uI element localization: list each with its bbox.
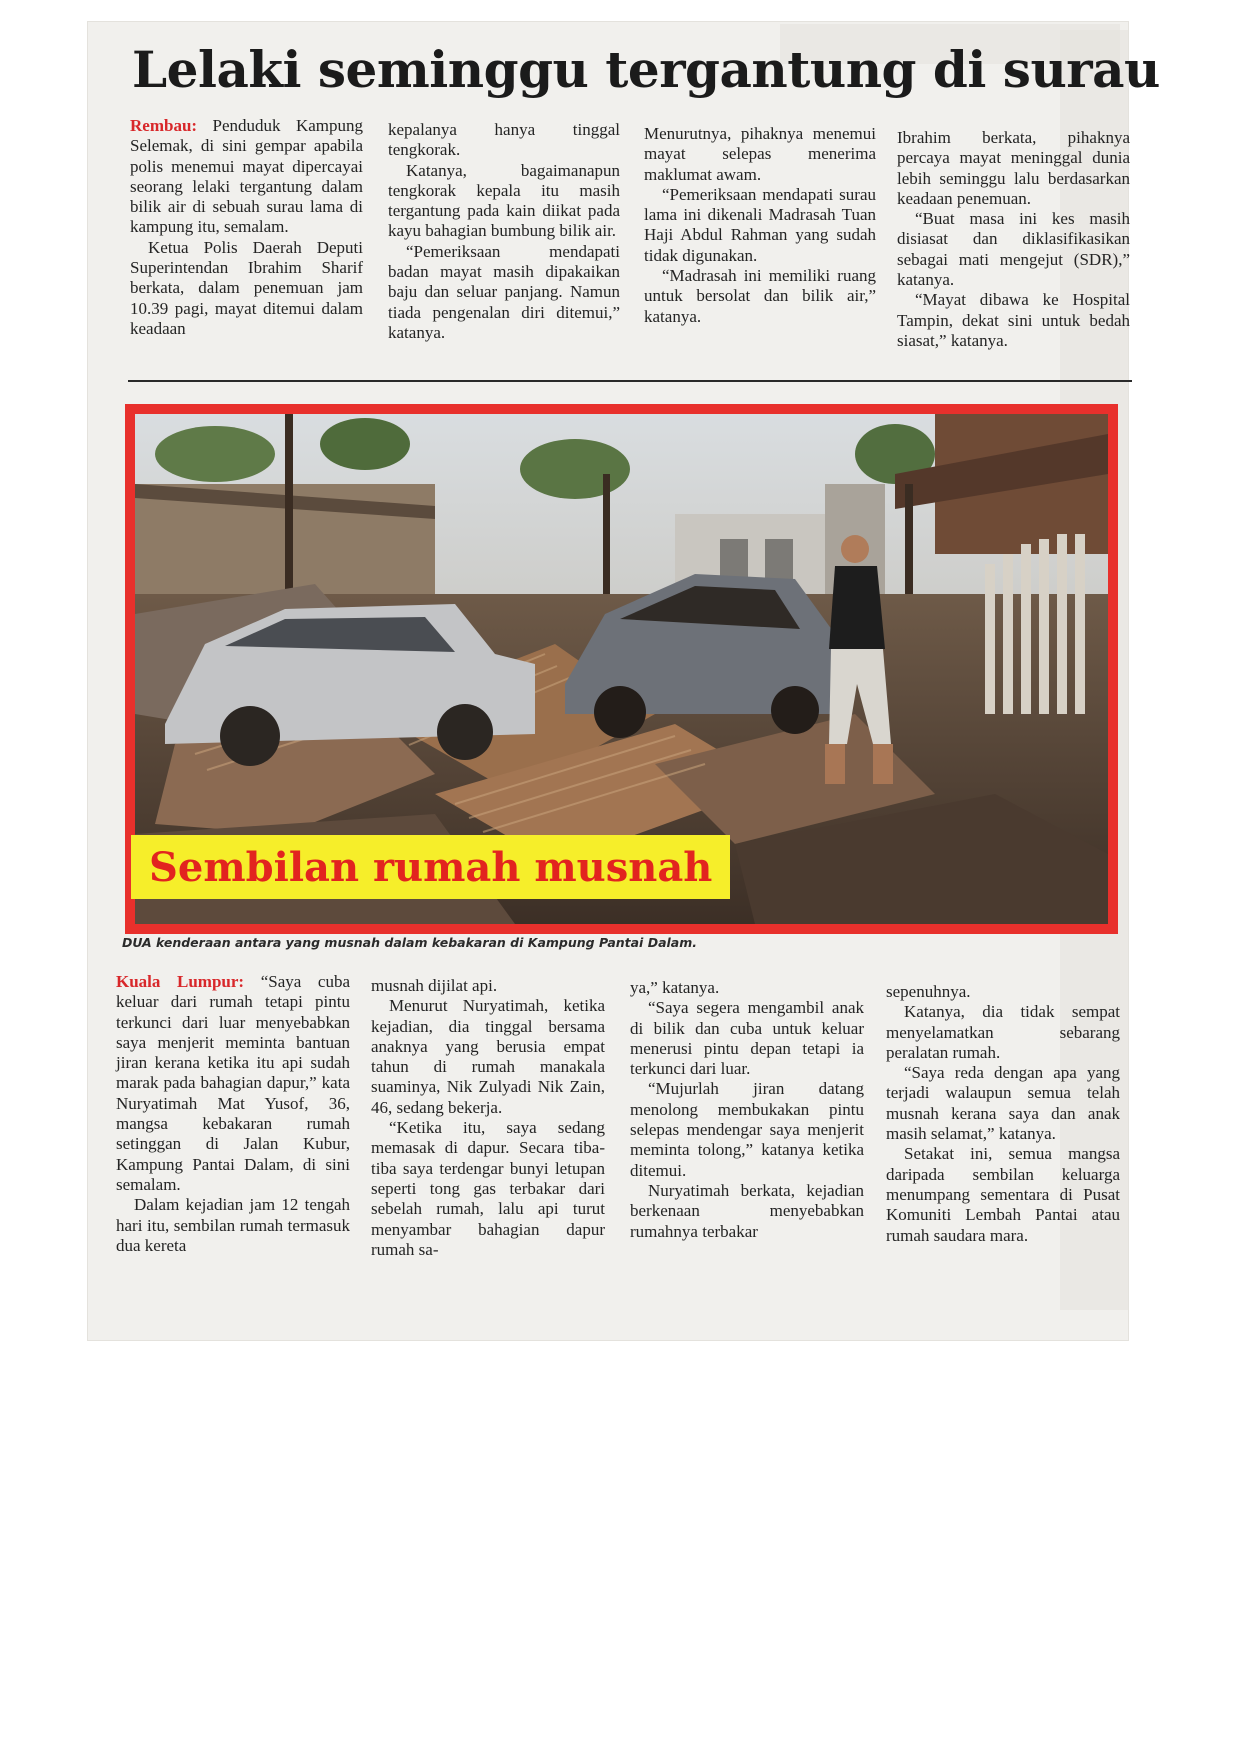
article2-col-1 bbox=[116, 972, 350, 1256]
article2-col-2 bbox=[371, 976, 605, 1260]
article1-col2-lead: kepalanya hanya tinggal tengkorak. bbox=[388, 120, 620, 160]
article1-col3-para-1: “Pemeriksaan mendapati surau lama ini dikenali Madrasah Tuan Haji Abdul Rahman yang sudah tidak digunakan. bbox=[644, 184, 876, 265]
article2-col2-para-2: “Ketika itu, saya sedang memasak di dapur. Secara tiba-tiba saya terdengar bunyi letupan seperti tong gas terbakar dari sebelah rumah, lalu api turut menyambar bahagian dapur rumah sa- bbox=[371, 1118, 605, 1259]
article1-col4-lead: Ibrahim berkata, pihaknya percaya mayat meninggal dunia lebih seminggu lalu berdasarkan keadaan penemuan. bbox=[897, 128, 1130, 208]
article2-col3-para-2: “Mujurlah jiran datang menolong membukakan pintu selepas mendengar saya menjerit meminta tolong,” katanya ketika ditemui. bbox=[630, 1079, 864, 1180]
article2-col1-para-1: Dalam kejadian jam 12 tengah hari itu, sembilan rumah termasuk dua kereta bbox=[116, 1195, 350, 1255]
article2-dateline: Kuala Lumpur: bbox=[116, 972, 245, 991]
article2-col4-para-3: Setakat ini, semua mangsa daripada sembilan keluarga menumpang sementara di Pusat Komuniti Lembah Pantai atau rumah saudara mara. bbox=[886, 1144, 1120, 1245]
article2-col1-lead: “Saya cuba keluar dari rumah tetapi pintu terkunci dari luar menyebabkan saya menjerit meminta bantuan jiran kerana ketika itu api sudah marak pada bahagian dapur,” kata Nuryatimah Mat Yusof, 36, mangsa kebakaran rumah setinggan di Jalan Kubur, Kampung Pantai Dalam, di sini semalam. bbox=[116, 972, 350, 1194]
photo-caption: DUA kenderaan antara yang musnah dalam kebakaran di Kampung Pantai Dalam. bbox=[122, 935, 697, 950]
article1-col2-para-1: Katanya, bagaimanapun tengkorak kepala itu masih tergantung pada kain diikat pada kayu bahagian bumbung bilik air. bbox=[388, 160, 620, 241]
article2-col4-para-2: “Saya reda dengan apa yang terjadi walaupun semua telah musnah kerana saya dan anak masih selamat,” katanya. bbox=[886, 1063, 1120, 1144]
article1-col3-para-2: “Madrasah ini memiliki ruang untuk bersolat dan bilik air,” katanya. bbox=[644, 266, 876, 326]
article2-col-3 bbox=[630, 978, 864, 1242]
article2-col2-lead: musnah dijilat api. bbox=[371, 976, 498, 995]
article2-col3-lead: ya,” katanya. bbox=[630, 978, 720, 997]
article1-col4-para-1: “Buat masa ini kes masih disiasat dan diklasifikasikan sebagai mati mengejut (SDR),” katanya. bbox=[897, 209, 1130, 290]
article1-col-1 bbox=[130, 116, 363, 339]
article1-col-3 bbox=[644, 124, 876, 327]
article2-col4-para-1: Katanya, dia tidak sempat menyelamatkan sebarang peralatan rumah. bbox=[886, 1002, 1120, 1062]
article2-col2-para-1: Menurut Nuryatimah, ketika kejadian, dia tinggal bersama anaknya yang berusia empat tahun di rumah manakala suaminya, Nik Zulyadi Nik Zain, 46, sedang bekerja. bbox=[371, 996, 605, 1117]
article1-col3-lead: Menurutnya, pihaknya menemui mayat selepas menerima maklumat awam. bbox=[644, 124, 876, 184]
article1-dateline: Rembau: bbox=[130, 116, 198, 135]
article2-headline: Sembilan rumah musnah bbox=[131, 835, 730, 899]
article1-col4-para-2: “Mayat dibawa ke Hospital Tampin, dekat sini untuk bedah siasat,” katanya. bbox=[897, 290, 1130, 350]
article1-col1-lead: Penduduk Kampung Selemak, di sini gempar apabila polis menemui mayat dipercayai seorang lelaki tergantung dalam bilik air di sebuah surau lama di kampung itu, semalam. bbox=[130, 116, 364, 237]
article1-col2-para-2: “Pemeriksaan mendapati badan mayat masih dipakaikan baju dan seluar panjang. Namun tiada pengenalan diri ditemui,” katanya. bbox=[388, 241, 620, 342]
article2-col-4 bbox=[886, 982, 1120, 1246]
article1-col-4 bbox=[897, 128, 1130, 351]
article2-col3-para-1: “Saya segera mengambil anak di bilik dan cuba untuk keluar menerusi pintu depan tetapi ia terkunci dari luar. bbox=[630, 998, 864, 1079]
article1-col-2 bbox=[388, 120, 620, 343]
article2-col3-para-3: Nuryatimah berkata, kejadian berkenaan menyebabkan rumahnya terbakar bbox=[630, 1180, 864, 1241]
section-divider bbox=[128, 380, 1132, 382]
article1-headline: Lelaki seminggu tergantung di surau bbox=[132, 40, 1160, 99]
article1-col1-para-1: Ketua Polis Daerah Deputi Superintendan Ibrahim Sharif berkata, dalam penemuan jam 10.39 pagi, mayat ditemui dalam keadaan bbox=[130, 237, 363, 338]
article2-col4-lead: sepenuhnya. bbox=[886, 982, 971, 1001]
